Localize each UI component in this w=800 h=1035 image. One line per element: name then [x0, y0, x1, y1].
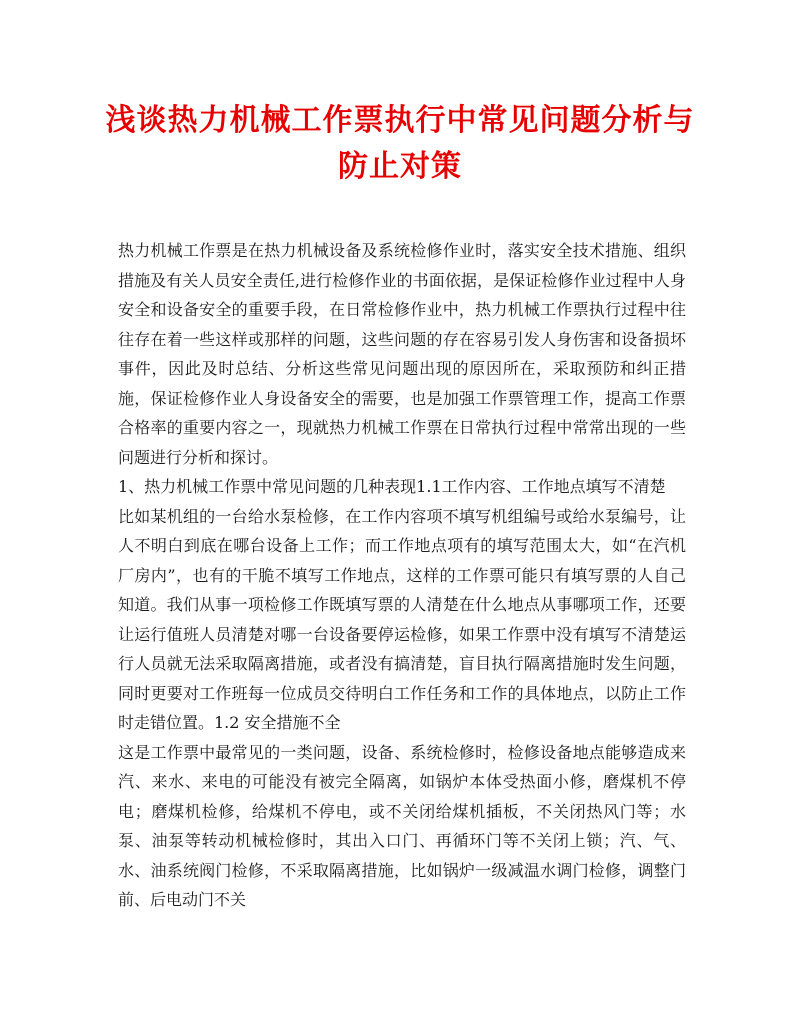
title-line-2: 防止对策	[338, 149, 462, 184]
document-title	[100, 98, 700, 190]
paragraph-intro: 热力机械工作票是在热力机械设备及系统检修作业时，落实安全技术措施、组织措施及有关人员安全责任,进行检修作业的书面依据，是保证检修作业过程中人身安全和设备安全的重要手段，在日常检修作业中，热力机械工作票执行过程中往往存在着一些这样或那样的问题，这些问题的存在容易引发人身伤害和设备损坏事件，因此及时总结、分析这些常见问题出现的原因所在，采取预防和纠正措施，保证检修作业人身设备安全的需要，也是加强工作票管理工作，提高工作票合格率的重要内容之一，现就热力机械工作票在日常执行过程中常常出现的一些问题进行分析和探讨。	[118, 241, 686, 467]
document-body	[118, 236, 686, 915]
paragraph-section-1-heading: 1、热力机械工作票中常见问题的几种表现1.1工作内容、工作地点填写不清楚	[118, 477, 666, 496]
title-line-1: 浅谈热力机械工作票执行中常见问题分析与	[105, 103, 695, 138]
paragraph-work-content-issue: 比如某机组的一台给水泵检修，在工作内容项不填写机组编号或给水泵编号，让人不明白到底在哪台设备上工作；而工作地点项有的填写范围太大，如“在汽机厂房内”，也有的干脆不填写工作地点，这样的工作票可能只有填写票的人自己知道。我们从事一项检修工作既填写票的人清楚在什么地点从事哪项工作，还要让运行值班人员清楚对哪一台设备要停运检修，如果工作票中没有填写不清楚运行人员就无法采取隔离措施，或者没有搞清楚，盲目执行隔离措施时发生问题，同时更要对工作班每一位成员交待明白工作任务和工作的具体地点，以防止工作时走错位置。1.2 安全措施不全	[118, 506, 686, 732]
paragraph-safety-measures-issue: 这是工作票中最常见的一类问题，设备、系统检修时，检修设备地点能够造成来汽、来水、来电的可能没有被完全隔离，如锅炉本体受热面小修，磨煤机不停电；磨煤机检修，给煤机不停电，或不关闭给煤机插板，不关闭热风门等；水泵、油泵等转动机械检修时，其出入口门、再循环门等不关闭上锁；汽、气、水、油系统阀门检修，不采取隔离措施，比如锅炉一级减温水调门检修，调整门前、后电动门不关	[118, 742, 686, 909]
